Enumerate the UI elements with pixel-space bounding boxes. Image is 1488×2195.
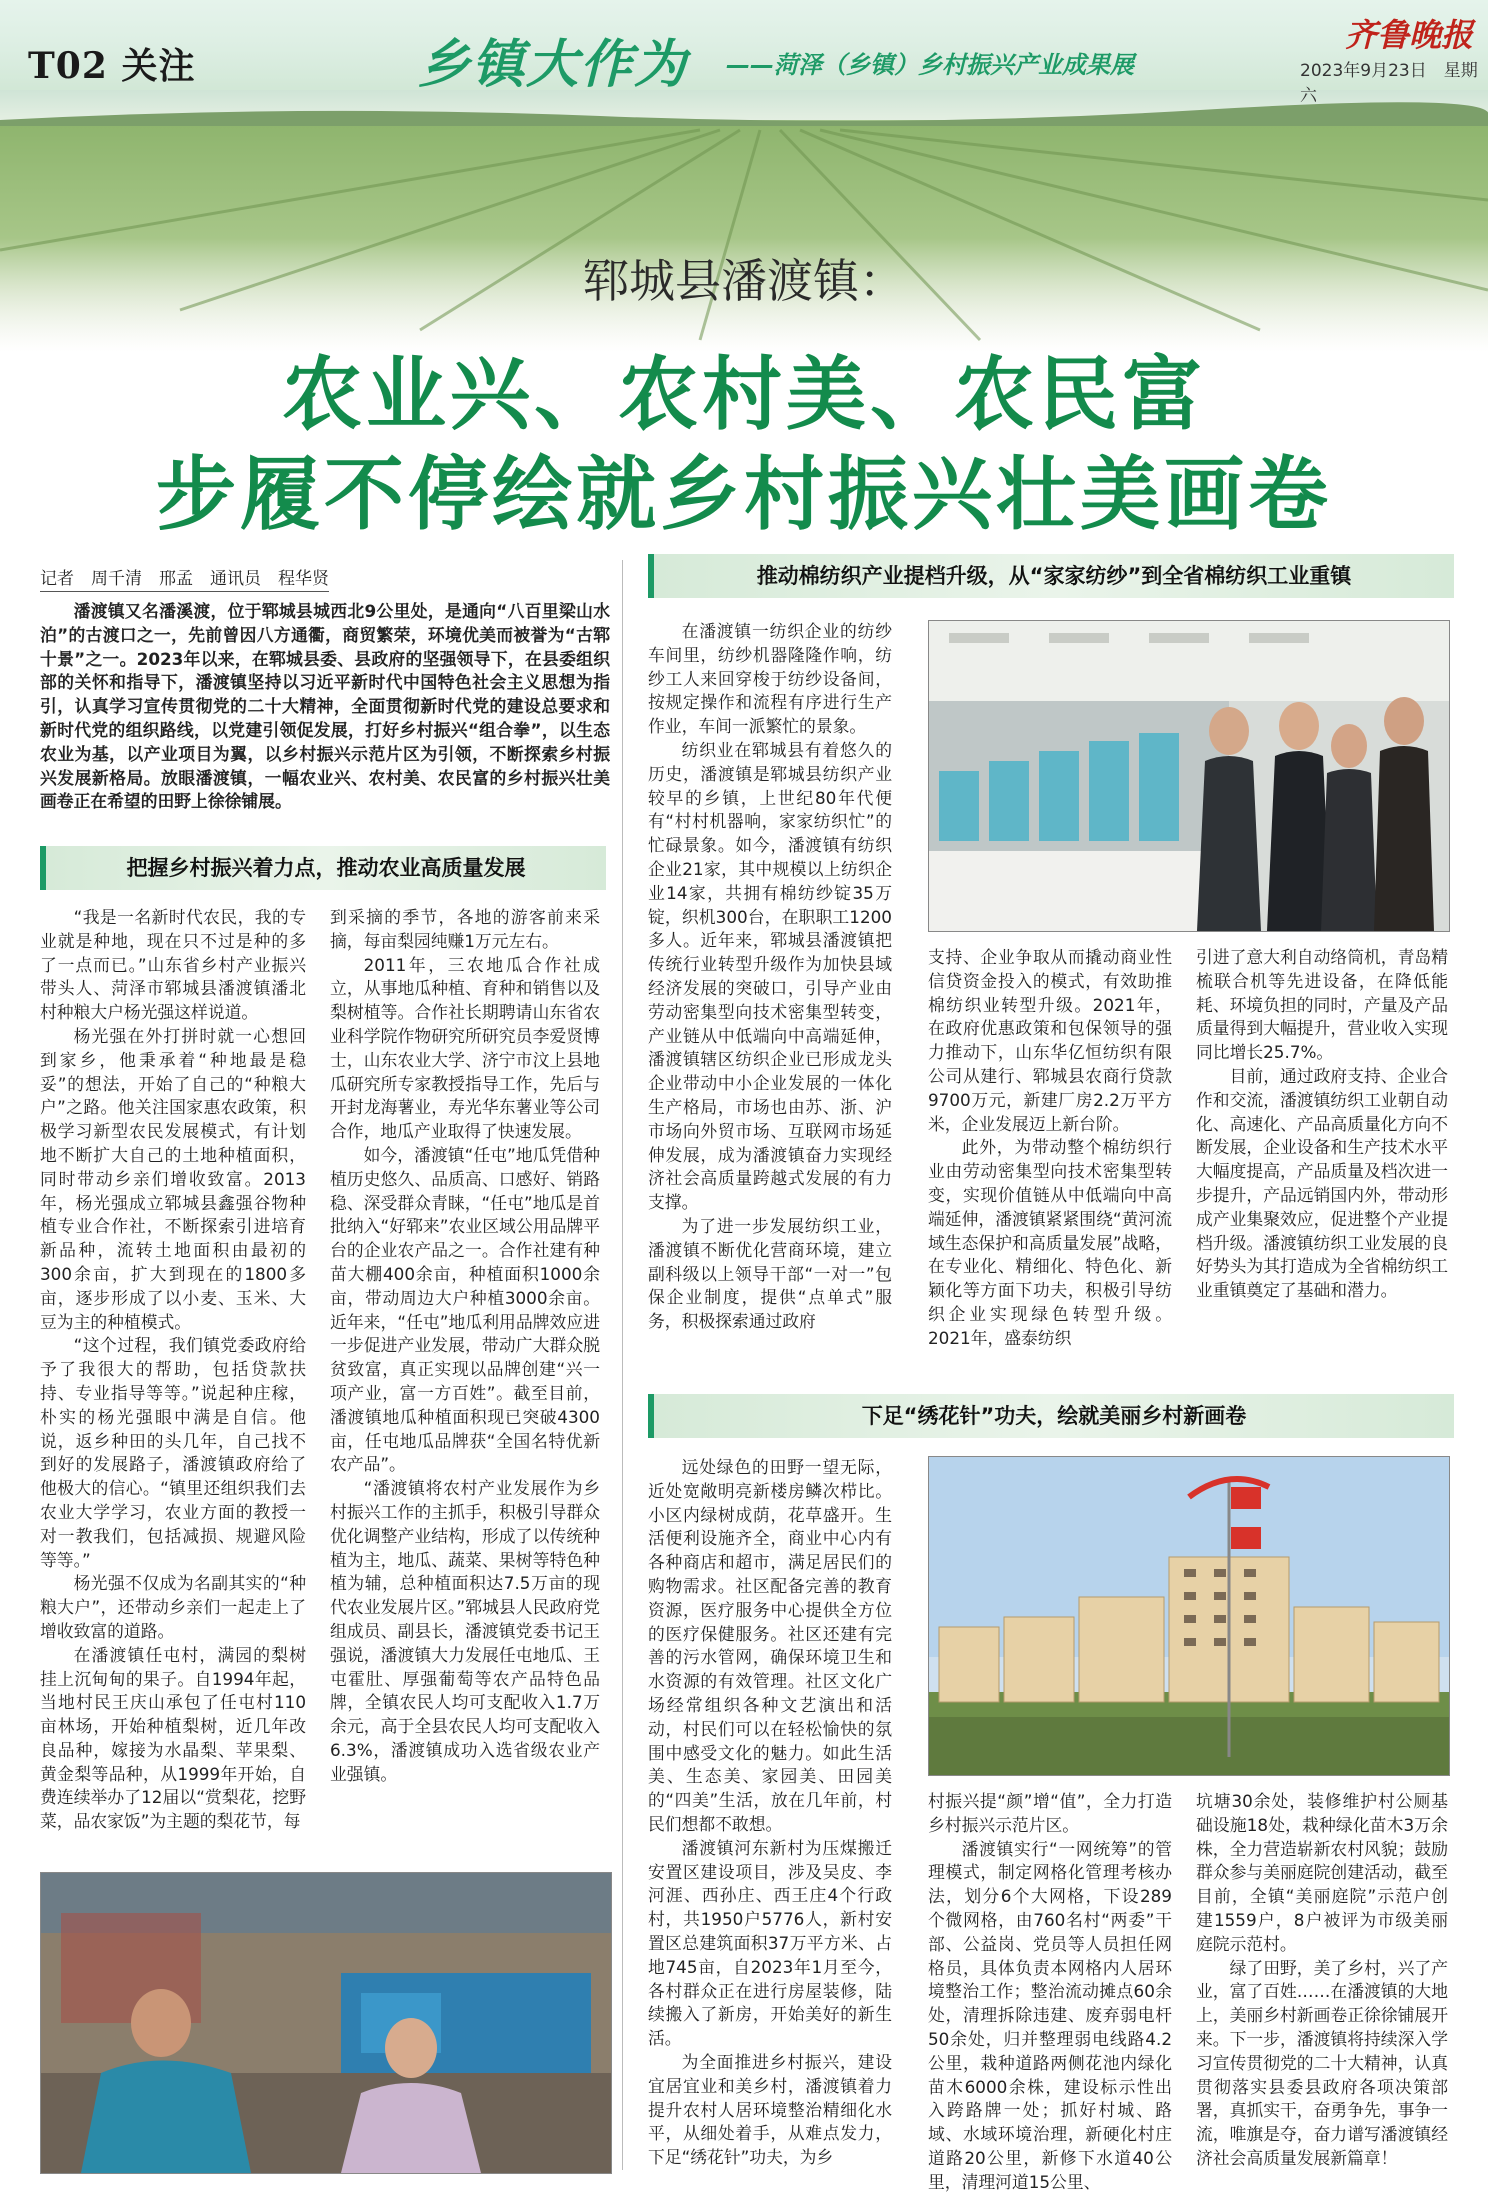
field-photo (0, 90, 1488, 350)
textile-mill-photo (928, 620, 1450, 932)
article-column-5: 引进了意大利自动络筒机，青岛精梳联合机等先进设备，在降低能耗、环境负担的同时，产量及产品质量得到大幅提升，营业收入实现同比增长25.7%。 目前，通过政府支持、企业合作和交流，潘渡镇纺织工业朝自动化、高速化、产品高质量化方向不断发展，企业设备和生产技术水平大幅度提高，产品质量及档次进一步提升，产品远销国内外，带动形成产业集聚效应，促进整个产业提档升级。潘渡镇纺织工业发展的良好势头为其打造成为全省棉纺织工业重镇奠定了基础和潜力。 (1196, 947, 1448, 1301)
headline-line-2: 步履不停绘就乡村振兴壮美画卷 (156, 447, 1332, 541)
subhead-beautiful-village: 下足“绣花针”功夫，绘就美丽乡村新画卷 (648, 1394, 1454, 1438)
byline: 记者 周千清 邢孟 通讯员 程华贤 (40, 564, 329, 592)
newspaper-logo: 齐鲁晚报 (1345, 16, 1474, 54)
article-column-1: “我是一名新时代农民，我的专业就是种地，现在只不过是种的多了一点而已。”山东省乡村产业振兴带头人、菏泽市郓城县潘渡镇潘北村种粮大户杨光强这样说道。 杨光强在外打拼时就一心想回到家乡，他秉承着“种地最是稳妥”的想法，开始了自己的“种粮大户”之路。他关注国家惠农政策，积极学习新型农民发展模式，有计划地不断扩大自己的土地种植面积，同时带动乡亲们增收致富。2013年，杨光强成立郓城县鑫强谷物种植专业合作社，不断探索引进培育新品种，流转土地面积由最初的300余亩，扩大到现在的1800多亩，逐步形成了以小麦、玉米、大豆为主的种植模式。 “这个过程，我们镇党委政府给予了我很大的帮助，包括贷款扶持、专业指导等等。”说起种庄稼，朴实的杨光强眼中满是自信。他说，返乡种田的头几年，自己找不到好的发展路子，潘渡镇政府给了他极大的信心。“镇里还组织我们去农业大学学习，农业方面的教授一对一教我们，包括减损、规避风险等等。” 杨光强不仅成为名副其实的“种粮大户”，还带动乡亲们一起走上了增收致富的道路。 在潘渡镇任屯村，满园的梨树挂上沉甸甸的果子。自1994年起，当地村民王庆山承包了任屯村110亩林场，开始种植梨树，近几年改良品种，嫁接为水晶梨、苹果梨、黄金梨等品种，从1999年开始，自费连续举办了12届以“赏梨花，挖野菜，品农家饭”为主题的梨花节，每 (40, 907, 306, 1832)
article-column-8: 坑塘30余处，装修维护村公厕基础设施18处，栽种绿化苗木3万余株，全力营造崭新农村风貌；鼓励群众参与美丽庭院创建活动，截至目前，全镇“美丽庭院”示范户创建1559户，8户被评为市级美丽庭院示范村。 绿了田野，美了乡村，兴了产业，富了百姓……在潘渡镇的大地上，美丽乡村新画卷正徐徐铺展开来。下一步，潘渡镇将持续深入学习宣传贯彻党的二十大精神，认真贯彻落实县委县政府各项决策部署，真抓实干，奋勇争先，事争一流，唯旗是夺，奋力谱写潘渡镇经济社会高质量发展新篇章！ (1196, 1791, 1448, 2168)
farmers-photo (40, 1872, 612, 2174)
lead-paragraph: 潘渡镇又名潘溪渡，位于郓城县城西北9公里处，是通向“八百里梁山水泊”的古渡口之一，先前曾因八方通衢，商贸繁荣，环境优美而被誉为“古郓十景”之一。2023年以来，在郓城县委、县政府的坚强领导下，在县委组织部的关怀和指导下，潘渡镇坚持以习近平新时代中国特色社会主义思想为指引，认真学习宣传贯彻党的二十大精神，全面贯彻新时代党的建设总要求和新时代党的组织路线，以党建引领促发展，打好乡村振兴“组合拳”，以生态农业为基，以产业项目为翼，以乡村振兴示范片区为引领，不断探索乡村振兴发展新格局。放眼潘渡镇，一幅农业兴、农村美、农民富的乡村振兴壮美画卷正在希望的田野上徐徐铺展。 (40, 601, 610, 812)
subhead-agriculture: 把握乡村振兴着力点，推动农业高质量发展 (40, 846, 606, 890)
headline-kicker: 郓城县潘渡镇： (583, 254, 905, 308)
page-number: T02 关注 (28, 45, 196, 87)
headline-line-1: 农业兴、农村美、农民富 (282, 347, 1206, 441)
section-title: 乡镇大作为 (418, 35, 689, 95)
article-column-4: 支持、企业争取从而撬动商业性信贷资金投入的模式，有效助推棉纺织业转型升级。2021年，在政府优惠政策和包保领导的强力推动下，山东华亿恒纺织有限公司从建行、郓城县农商行贷款9700万元，新建厂房2.2万平方米，企业发展迈上新台阶。 此外，为带动整个棉纺织行业由劳动密集型向技术密集型转变，实现价值链从中低端向中高端延伸，潘渡镇紧紧围绕“黄河流域生态保护和高质量发展”战略，在专业化、精细化、特色化、新颖化等方面下功夫，积极引导纺织企业实现绿色转型升级。2021年，盛泰纺织 (928, 947, 1172, 1348)
article-column-7: 村振兴提“颜”增“值”，全力打造乡村振兴示范片区。 潘渡镇实行“一网统筹”的管理模式，制定网格化管理考核办法，划分6个大网格，下设289个微网格，由760名村“两委”干部、公益岗、党员等人员担任网格员，具体负责本网格内人居环境整治工作；整治流动摊点60余处，清理拆除违建、废弃弱电杆50余处，归并整理弱电线路4.2公里，栽种道路两侧花池内绿化苗木6000余株，建设标示性出入跨路牌一处；抓好村城、路域、水域环境治理，新硬化村庄道路20公里，新修下水道40公里，清理河道15公里、 (928, 1791, 1172, 2192)
subhead-textile: 推动棉纺织产业提档升级，从“家家纺纱”到全省棉纺织工业重镇 (648, 554, 1454, 598)
article-column-3: 在潘渡镇一纺织企业的纺纱车间里，纺纱机器隆隆作响，纺纱工人来回穿梭于纺纱设备间，按规定操作和流程有序进行生产作业，车间一派繁忙的景象。 纺织业在郓城县有着悠久的历史，潘渡镇是郓城县纺织产业较早的乡镇，上世纪80年代便有“村村机器响，家家纺织忙”的忙碌景象。如今，潘渡镇有纺织企业21家，其中规模以上纺织企业14家，共拥有棉纺纱锭35万锭，织机300台，在职职工1200多人。近年来，郓城县潘渡镇把传统行业转型升级作为加快县域经济发展的突破口，引导产业由劳动密集型向技术密集型转变，产业链从中低端向中高端延伸，潘渡镇辖区纺织企业已形成龙头企业带动中小企业发展的一体化生产格局，市场也由苏、浙、沪市场向外贸市场、互联网市场延伸发展，成为潘渡镇奋力实现经济社会高质量跨越式发展的有力支撑。 为了进一步发展纺织工业，潘渡镇不断优化营商环境，建立副科级以上领导干部“一对一”包保企业制度，提供“点单式”服务，积极探索通过政府 (648, 621, 892, 1332)
residential-buildings-photo (928, 1456, 1450, 1776)
article-column-2: 到采摘的季节，各地的游客前来采摘，每亩梨园纯赚1万元左右。 2011年，三农地瓜合作社成立，从事地瓜种植、育种和销售以及梨树植等。合作社长期聘请山东省农业科学院作物研究所研究员李爱贤博士，山东农业大学、济宁市汶上县地瓜研究所专家教授指导工作，先后与开封龙海薯业，寿光华东薯业等公司合作，地瓜产业取得了快速发展。 如今，潘渡镇“任屯”地瓜凭借种植历史悠久、品质高、口感好、销路稳、深受群众青睐，“任屯”地瓜是首批纳入“好郓来”农业区域公用品牌平台的企业农产品之一。合作社建有种苗大棚400余亩，种植面积1000余亩，带动周边大户种植3000余亩。近年来，“任屯”地瓜利用品牌效应进一步促进产业发展，带动广大群众脱贫致富，真正实现以品牌创建“兴一项产业，富一方百姓”。截至目前，潘渡镇地瓜种植面积现已突破4300亩，任屯地瓜品牌获“全国名特优新农产品”。 “潘渡镇将农村产业发展作为乡村振兴工作的主抓手，积极引导群众优化调整产业结构，形成了以传统种植为主，地瓜、蔬菜、果树等特色种植为辅，总种植面积达7.5万亩的现代农业发展片区。”郓城县人民政府党组成员、副县长，潘渡镇党委书记王强说，潘渡镇大力发展任屯地瓜、王屯霍肚、厚强葡萄等农产品特色品牌，全镇农民人均可支配收入1.7万余元，高于全县农民人均可支配收入6.3%，潘渡镇成功入选省级农业产业强镇。 (330, 907, 600, 1784)
column-name: 关注 (121, 45, 196, 87)
article-column-6: 远处绿色的田野一望无际，近处宽敞明亮新楼房鳞次栉比。小区内绿树成荫，花草盛开。生活便利设施齐全，商业中心内有各种商店和超市，满足居民们的购物需求。社区配备完善的教育资源，医疗服务中心提供全方位的医疗保健服务。社区还建有完善的污水管网，确保环境卫生和水资源的有效管理。社区文化广场经常组织各种文艺演出和活动，村民们可以在轻松愉快的氛围中感受文化的魅力。如此生活美、生态美、家园美、田园美的“四美”生活，放在几年前，村民们想都不敢想。 潘渡镇河东新村为压煤搬迁安置区建设项目，涉及吴皮、李河涯、西孙庄、西王庄4个行政村，共1950户5776人，新村安置区总建筑面积37万平方米、占地745亩，自2023年1月至今，各村群众正在进行房屋装修，陆续搬入了新房，开始美好的新生活。 为全面推进乡村振兴，建设宜居宜业和美乡村，潘渡镇着力提升农村人居环境整治精细化水平，从细处着手，从难点发力，下足“绣花针”功夫，为乡 (648, 1457, 892, 2168)
issue-date: 2023年9月23日 星期六 (1300, 61, 1478, 106)
section-subtitle: ——菏泽（乡镇）乡村振兴产业成果展 (726, 51, 1134, 79)
column-divider (622, 560, 623, 2170)
